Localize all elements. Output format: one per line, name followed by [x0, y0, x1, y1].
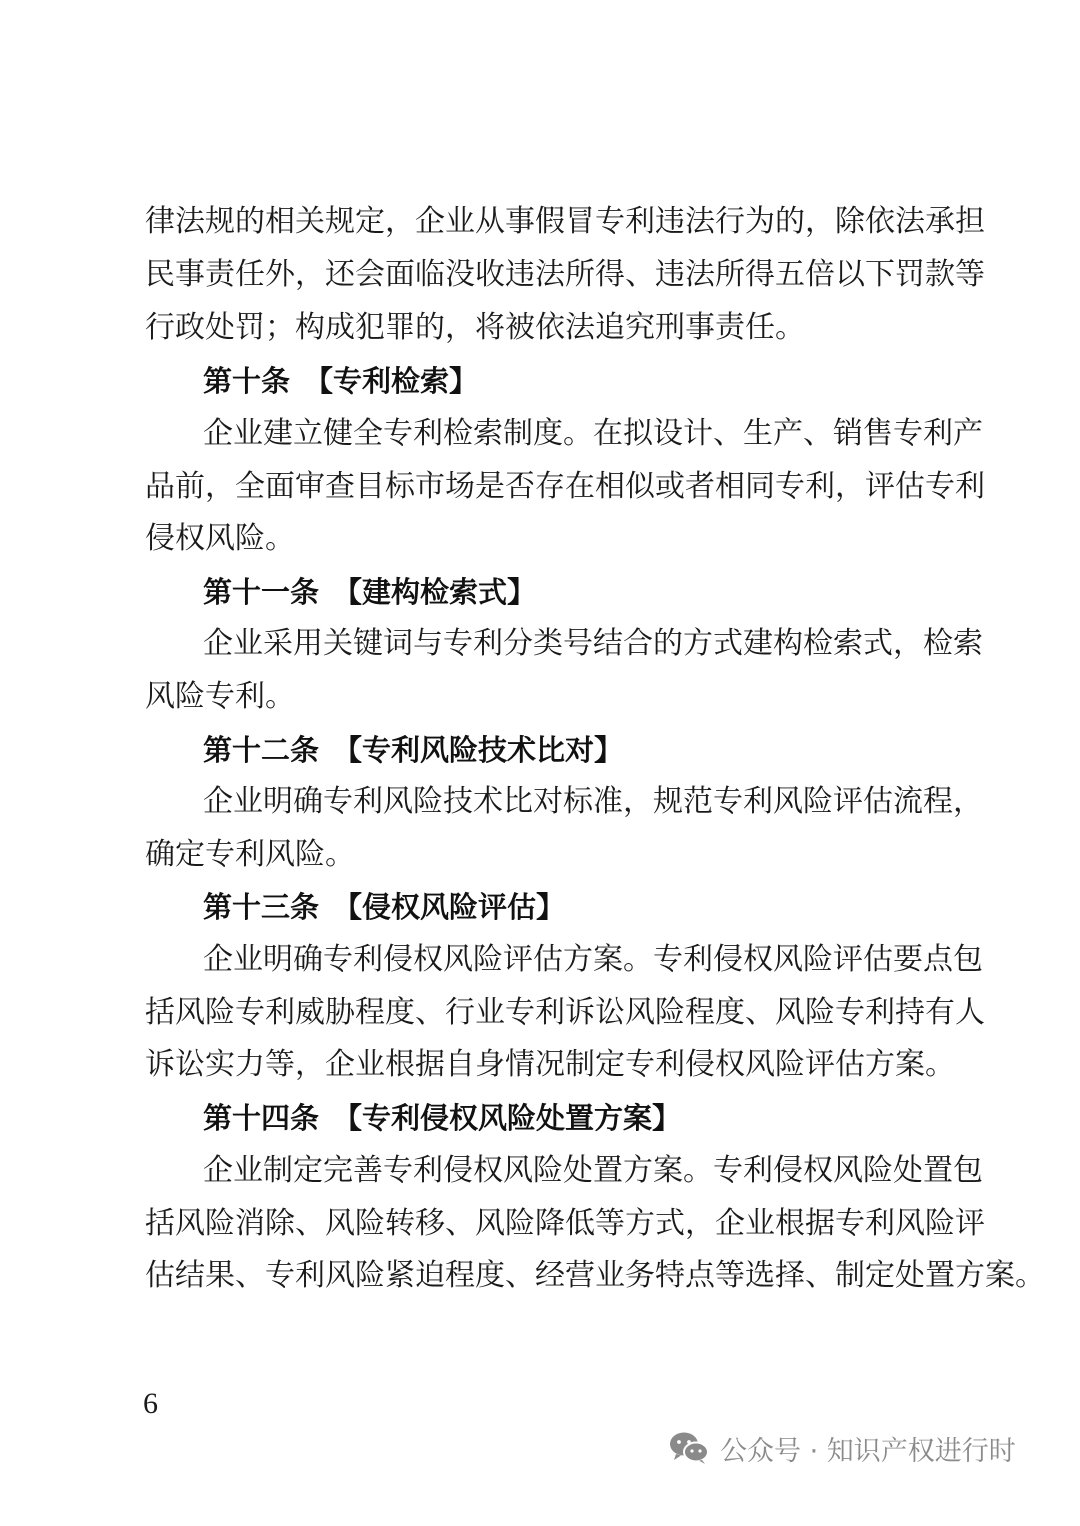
paragraph-line: 括风险消除、风险转移、风险降低等方式，企业根据专利风险评: [145, 1206, 985, 1241]
article-heading: [203, 361, 478, 401]
article-number: 第十二条: [203, 733, 320, 767]
article-heading: [203, 730, 623, 770]
paragraph-line: 品前，全面审查目标市场是否存在相似或者相同专利，评估专利: [145, 469, 985, 504]
article-number: 第十条: [203, 364, 291, 398]
paragraph-line: 风险专利。: [145, 679, 295, 714]
article-number: 第十一条: [203, 575, 320, 609]
article-title: 【专利侵权风险处置方案】: [333, 1101, 682, 1135]
article-number: 第十三条: [203, 890, 320, 924]
paragraph-line: 企业建立健全专利检索制度。在拟设计、生产、销售专利产: [203, 416, 983, 451]
paragraph-line: 企业明确专利侵权风险评估方案。专利侵权风险评估要点包: [203, 942, 983, 977]
article-title: 【侵权风险评估】: [333, 890, 566, 924]
paragraph-line: 侵权风险。: [145, 521, 295, 556]
watermark-text: 公众号 · 知识产权进行时: [720, 1435, 1016, 1467]
paragraph-line: 行政处罚；构成犯罪的，将被依法追究刑事责任。: [145, 310, 805, 345]
paragraph-line: 括风险专利威胁程度、行业专利诉讼风险程度、风险专利持有人: [145, 995, 985, 1030]
watermark: [668, 1426, 1016, 1470]
paragraph-line: 估结果、专利风险紧迫程度、经营业务特点等选择、制定处置方案。: [145, 1258, 1045, 1293]
paragraph-line: 民事责任外，还会面临没收违法所得、违法所得五倍以下罚款等: [145, 257, 985, 292]
paragraph-line: 企业明确专利风险技术比对标准，规范专利风险评估流程，: [203, 784, 983, 819]
paragraph-line: 律法规的相关规定，企业从事假冒专利违法行为的，除依法承担: [145, 204, 985, 239]
wechat-icon: [668, 1430, 710, 1466]
article-title: 【建构检索式】: [333, 575, 537, 609]
page-number: 6: [143, 1387, 158, 1420]
article-title: 【专利风险技术比对】: [333, 733, 624, 767]
article-heading: [203, 887, 565, 927]
article-number: 第十四条: [203, 1101, 320, 1135]
paragraph-line: 企业采用关键词与专利分类号结合的方式建构检索式，检索: [203, 626, 983, 661]
article-heading: [203, 1098, 681, 1138]
article-heading: [203, 572, 536, 612]
paragraph-line: 企业制定完善专利侵权风险处置方案。专利侵权风险处置包: [203, 1153, 983, 1188]
paragraph-line: 确定专利风险。: [145, 837, 355, 872]
article-title: 【专利检索】: [304, 364, 479, 398]
paragraph-line: 诉讼实力等，企业根据自身情况制定专利侵权风险评估方案。: [145, 1047, 955, 1082]
